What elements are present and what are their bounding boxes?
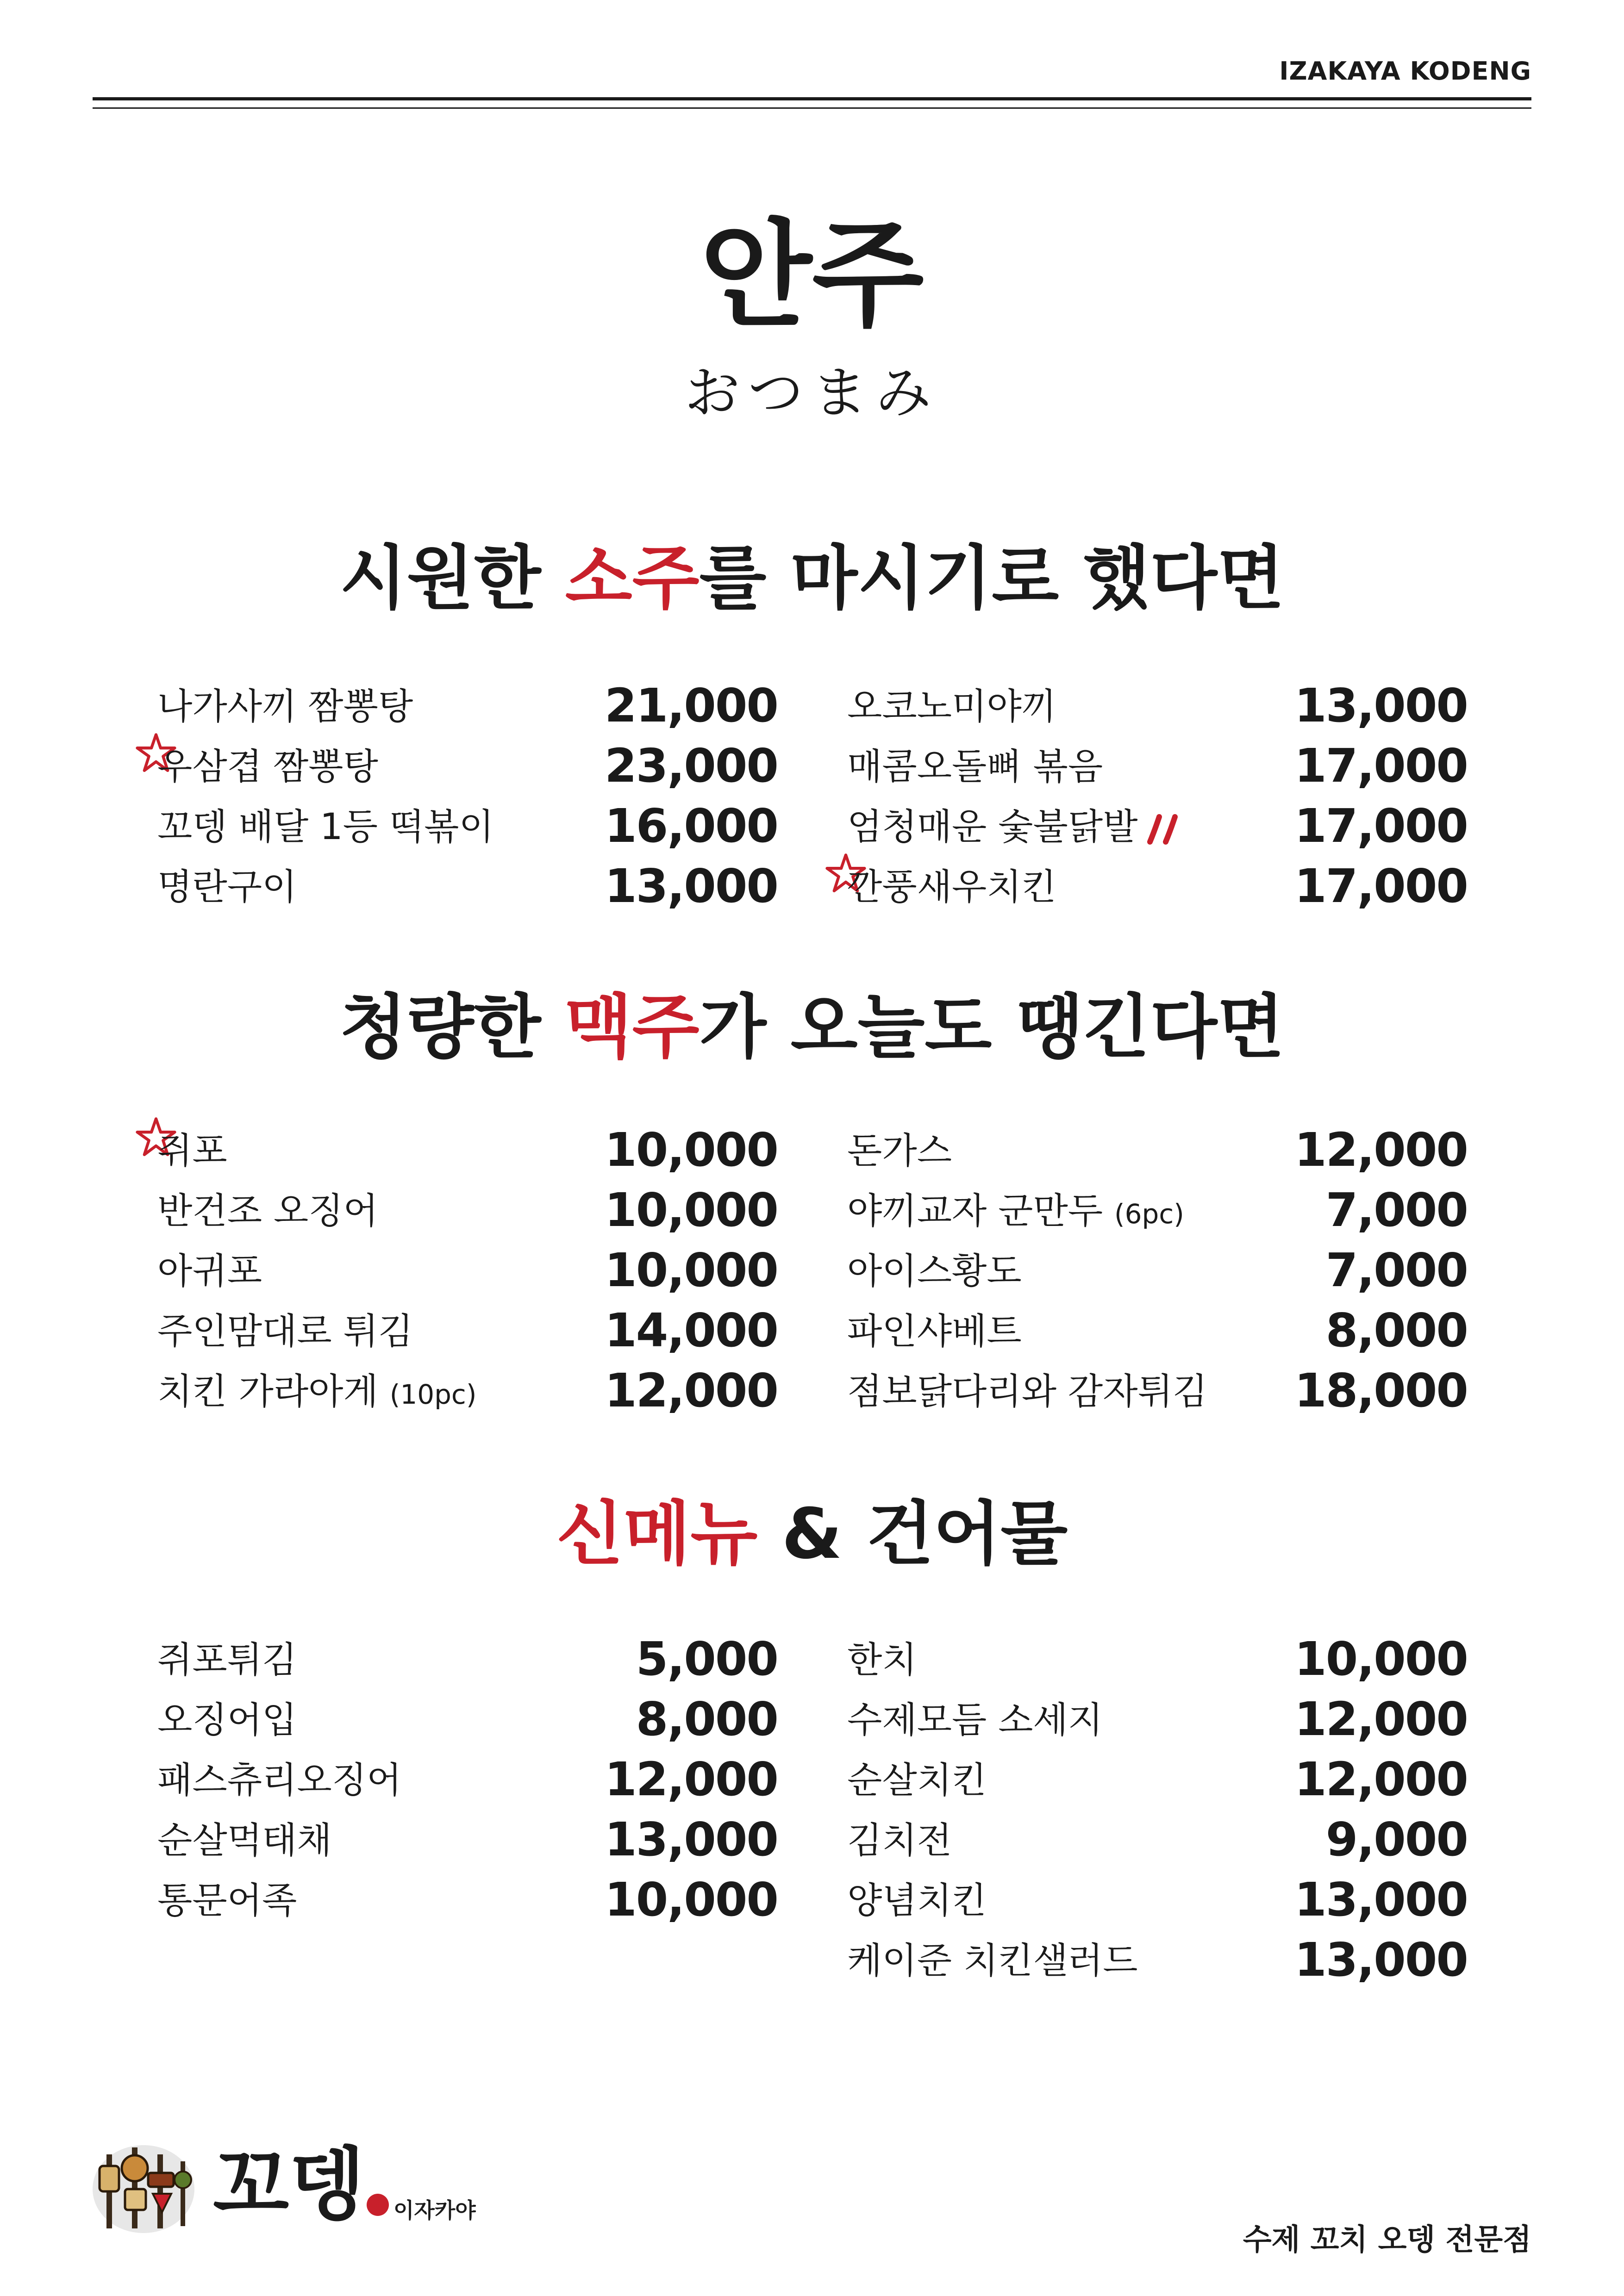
menu-item-name: 양념치킨 — [847, 1880, 987, 1922]
section-title-suffix: 가 오늘도 땡긴다면 — [699, 987, 1285, 1068]
menu-item — [157, 1125, 778, 1185]
menu-item-price: 13,000 — [1294, 678, 1468, 733]
menu-item-name: 파인샤베트 — [847, 1311, 1022, 1352]
menu-item — [157, 1634, 778, 1694]
menu-item-price: 17,000 — [1294, 859, 1468, 913]
menu-item-name: 깐풍새우치킨 — [847, 866, 1057, 908]
menu-item-price: 12,000 — [1294, 1123, 1468, 1177]
footer-tagline: 수제 꼬치 오뎅 전문점 — [1243, 2223, 1531, 2257]
menu-item-name: 오징어입 — [157, 1699, 297, 1741]
menu-column-soju-left — [157, 680, 778, 921]
menu-item-price: 12,000 — [1294, 1752, 1468, 1806]
menu-item-price: 7,000 — [1325, 1183, 1468, 1237]
menu-column-beer-left — [157, 1125, 778, 1425]
menu-item — [157, 1245, 778, 1305]
menu-item-price: 18,000 — [1294, 1363, 1468, 1418]
menu-item-note: (10pc) — [389, 1379, 477, 1410]
menu-item-price: 10,000 — [1294, 1632, 1468, 1686]
menu-item — [157, 1305, 778, 1365]
menu-item-name-group — [847, 806, 1183, 848]
menu-item-price: 23,000 — [605, 739, 778, 793]
logo-subtext: 이자카야 — [394, 2198, 476, 2223]
menu-item-price: 12,000 — [605, 1363, 778, 1418]
section-title-prefix: 시원한 — [339, 538, 565, 619]
menu-item-name: 나가사끼 짬뽕탕 — [157, 686, 413, 728]
menu-item-note: (6pc) — [1114, 1198, 1184, 1230]
menu-item-price: 10,000 — [605, 1183, 778, 1237]
menu-item-name: 순살먹태채 — [157, 1820, 332, 1861]
header-rule-thin — [93, 107, 1531, 109]
page-subtitle: おつまみ — [684, 361, 940, 425]
spicy-chili-icon — [1146, 813, 1183, 846]
section-title-highlight: 소주 — [565, 538, 700, 619]
menu-item — [847, 1125, 1468, 1185]
menu-item — [847, 1694, 1468, 1754]
header-rule — [93, 97, 1531, 100]
menu-item-price: 9,000 — [1325, 1812, 1468, 1867]
menu-item-price: 17,000 — [1294, 799, 1468, 853]
menu-item-price: 10,000 — [605, 1243, 778, 1297]
menu-item — [157, 1754, 778, 1814]
menu-item — [157, 1874, 778, 1935]
menu-item-name-group — [157, 1371, 477, 1412]
menu-item — [157, 861, 778, 921]
menu-item — [847, 740, 1468, 801]
menu-item-price: 13,000 — [1294, 1933, 1468, 1987]
menu-item-price: 8,000 — [1325, 1303, 1468, 1357]
menu-item-name: 엄청매운 숯불닭발 — [847, 806, 1138, 848]
menu-item — [847, 1365, 1468, 1425]
menu-item — [847, 1935, 1468, 1995]
menu-item — [157, 1185, 778, 1245]
menu-item-name: 한치 — [847, 1639, 917, 1681]
section-title-new-menu — [0, 1494, 1624, 1574]
menu-item-name: 통문어족 — [157, 1880, 297, 1922]
footer-logo — [88, 2129, 505, 2240]
menu-item-price: 12,000 — [605, 1752, 778, 1806]
menu-item-name: 패스츄리오징어 — [157, 1760, 402, 1801]
menu-item-price: 8,000 — [636, 1692, 778, 1746]
menu-item — [157, 1694, 778, 1754]
brand-name: IZAKAYA KODENG — [1279, 56, 1531, 86]
section-title-soju — [0, 538, 1624, 619]
menu-item — [847, 801, 1468, 861]
menu-item — [847, 1634, 1468, 1694]
menu-item-name-group — [847, 1190, 1184, 1232]
menu-item-price: 13,000 — [605, 859, 778, 913]
menu-item-price: 13,000 — [1294, 1873, 1468, 1927]
page-title: 안주 — [700, 208, 924, 342]
menu-item-name: 점보닭다리와 감자튀김 — [847, 1371, 1208, 1412]
menu-item-name: 우삼겹 짬뽕탕 — [157, 746, 378, 788]
menu-item-name: 주인맘대로 튀김 — [157, 1311, 413, 1352]
menu-item-name: 매콤오돌뼈 볶음 — [847, 746, 1103, 788]
menu-item — [847, 1874, 1468, 1935]
menu-item — [847, 1754, 1468, 1814]
menu-column-new-right — [847, 1634, 1468, 1995]
menu-item — [847, 1814, 1468, 1874]
menu-item-name: 수제모듬 소세지 — [847, 1699, 1103, 1741]
menu-item-price: 7,000 — [1325, 1243, 1468, 1297]
menu-item — [157, 1365, 778, 1425]
menu-item-name: 순살치킨 — [847, 1760, 987, 1801]
menu-item — [157, 1814, 778, 1874]
menu-item — [847, 1305, 1468, 1365]
menu-item-price: 10,000 — [605, 1123, 778, 1177]
menu-item-name: 돈가스 — [847, 1130, 952, 1172]
menu-item-name: 쥐포 — [157, 1130, 227, 1172]
menu-item-price: 16,000 — [605, 799, 778, 853]
logo-text: 꼬뎅 — [213, 2139, 365, 2231]
section-title-highlight: 신메뉴 — [556, 1494, 758, 1574]
menu-item-name: 김치전 — [847, 1820, 952, 1861]
section-title-suffix: 를 마시기로 했다면 — [699, 538, 1285, 619]
section-title-highlight: 맥주 — [565, 987, 700, 1068]
menu-item-price: 10,000 — [605, 1873, 778, 1927]
menu-item-name: 야끼교자 군만두 — [847, 1190, 1115, 1232]
menu-item-price: 14,000 — [605, 1303, 778, 1357]
logo-seal-icon — [367, 2194, 389, 2216]
menu-item-price: 17,000 — [1294, 739, 1468, 793]
section-title-suffix: & 건어물 — [757, 1494, 1068, 1574]
menu-item — [847, 1245, 1468, 1305]
menu-item-name: 꼬뎅 배달 1등 떡볶이 — [157, 806, 494, 848]
menu-item-name: 쥐포튀김 — [157, 1639, 297, 1681]
menu-item — [847, 1185, 1468, 1245]
menu-item — [847, 861, 1468, 921]
menu-item-price: 21,000 — [605, 678, 778, 733]
menu-column-new-left — [157, 1634, 778, 1935]
menu-item — [157, 740, 778, 801]
menu-item-price: 5,000 — [636, 1632, 778, 1686]
menu-item-name: 반건조 오징어 — [157, 1190, 378, 1232]
menu-item-name: 아이스황도 — [847, 1251, 1022, 1292]
menu-column-soju-right — [847, 680, 1468, 921]
menu-item-name: 오코노미야끼 — [847, 686, 1057, 728]
menu-item-price: 13,000 — [605, 1812, 778, 1867]
menu-item — [157, 801, 778, 861]
menu-item-name: 케이준 치킨샐러드 — [847, 1940, 1138, 1982]
menu-item-price: 12,000 — [1294, 1692, 1468, 1746]
menu-item — [847, 680, 1468, 740]
skewer-mascot-icon — [88, 2129, 204, 2240]
menu-item-name: 치킨 가라아게 — [157, 1371, 390, 1412]
menu-item-name: 명란구이 — [157, 866, 297, 908]
menu-item-name: 아귀포 — [157, 1251, 262, 1292]
section-title-prefix: 청량한 — [339, 987, 565, 1068]
section-title-beer — [0, 987, 1624, 1068]
menu-item — [157, 680, 778, 740]
menu-column-beer-right — [847, 1125, 1468, 1425]
